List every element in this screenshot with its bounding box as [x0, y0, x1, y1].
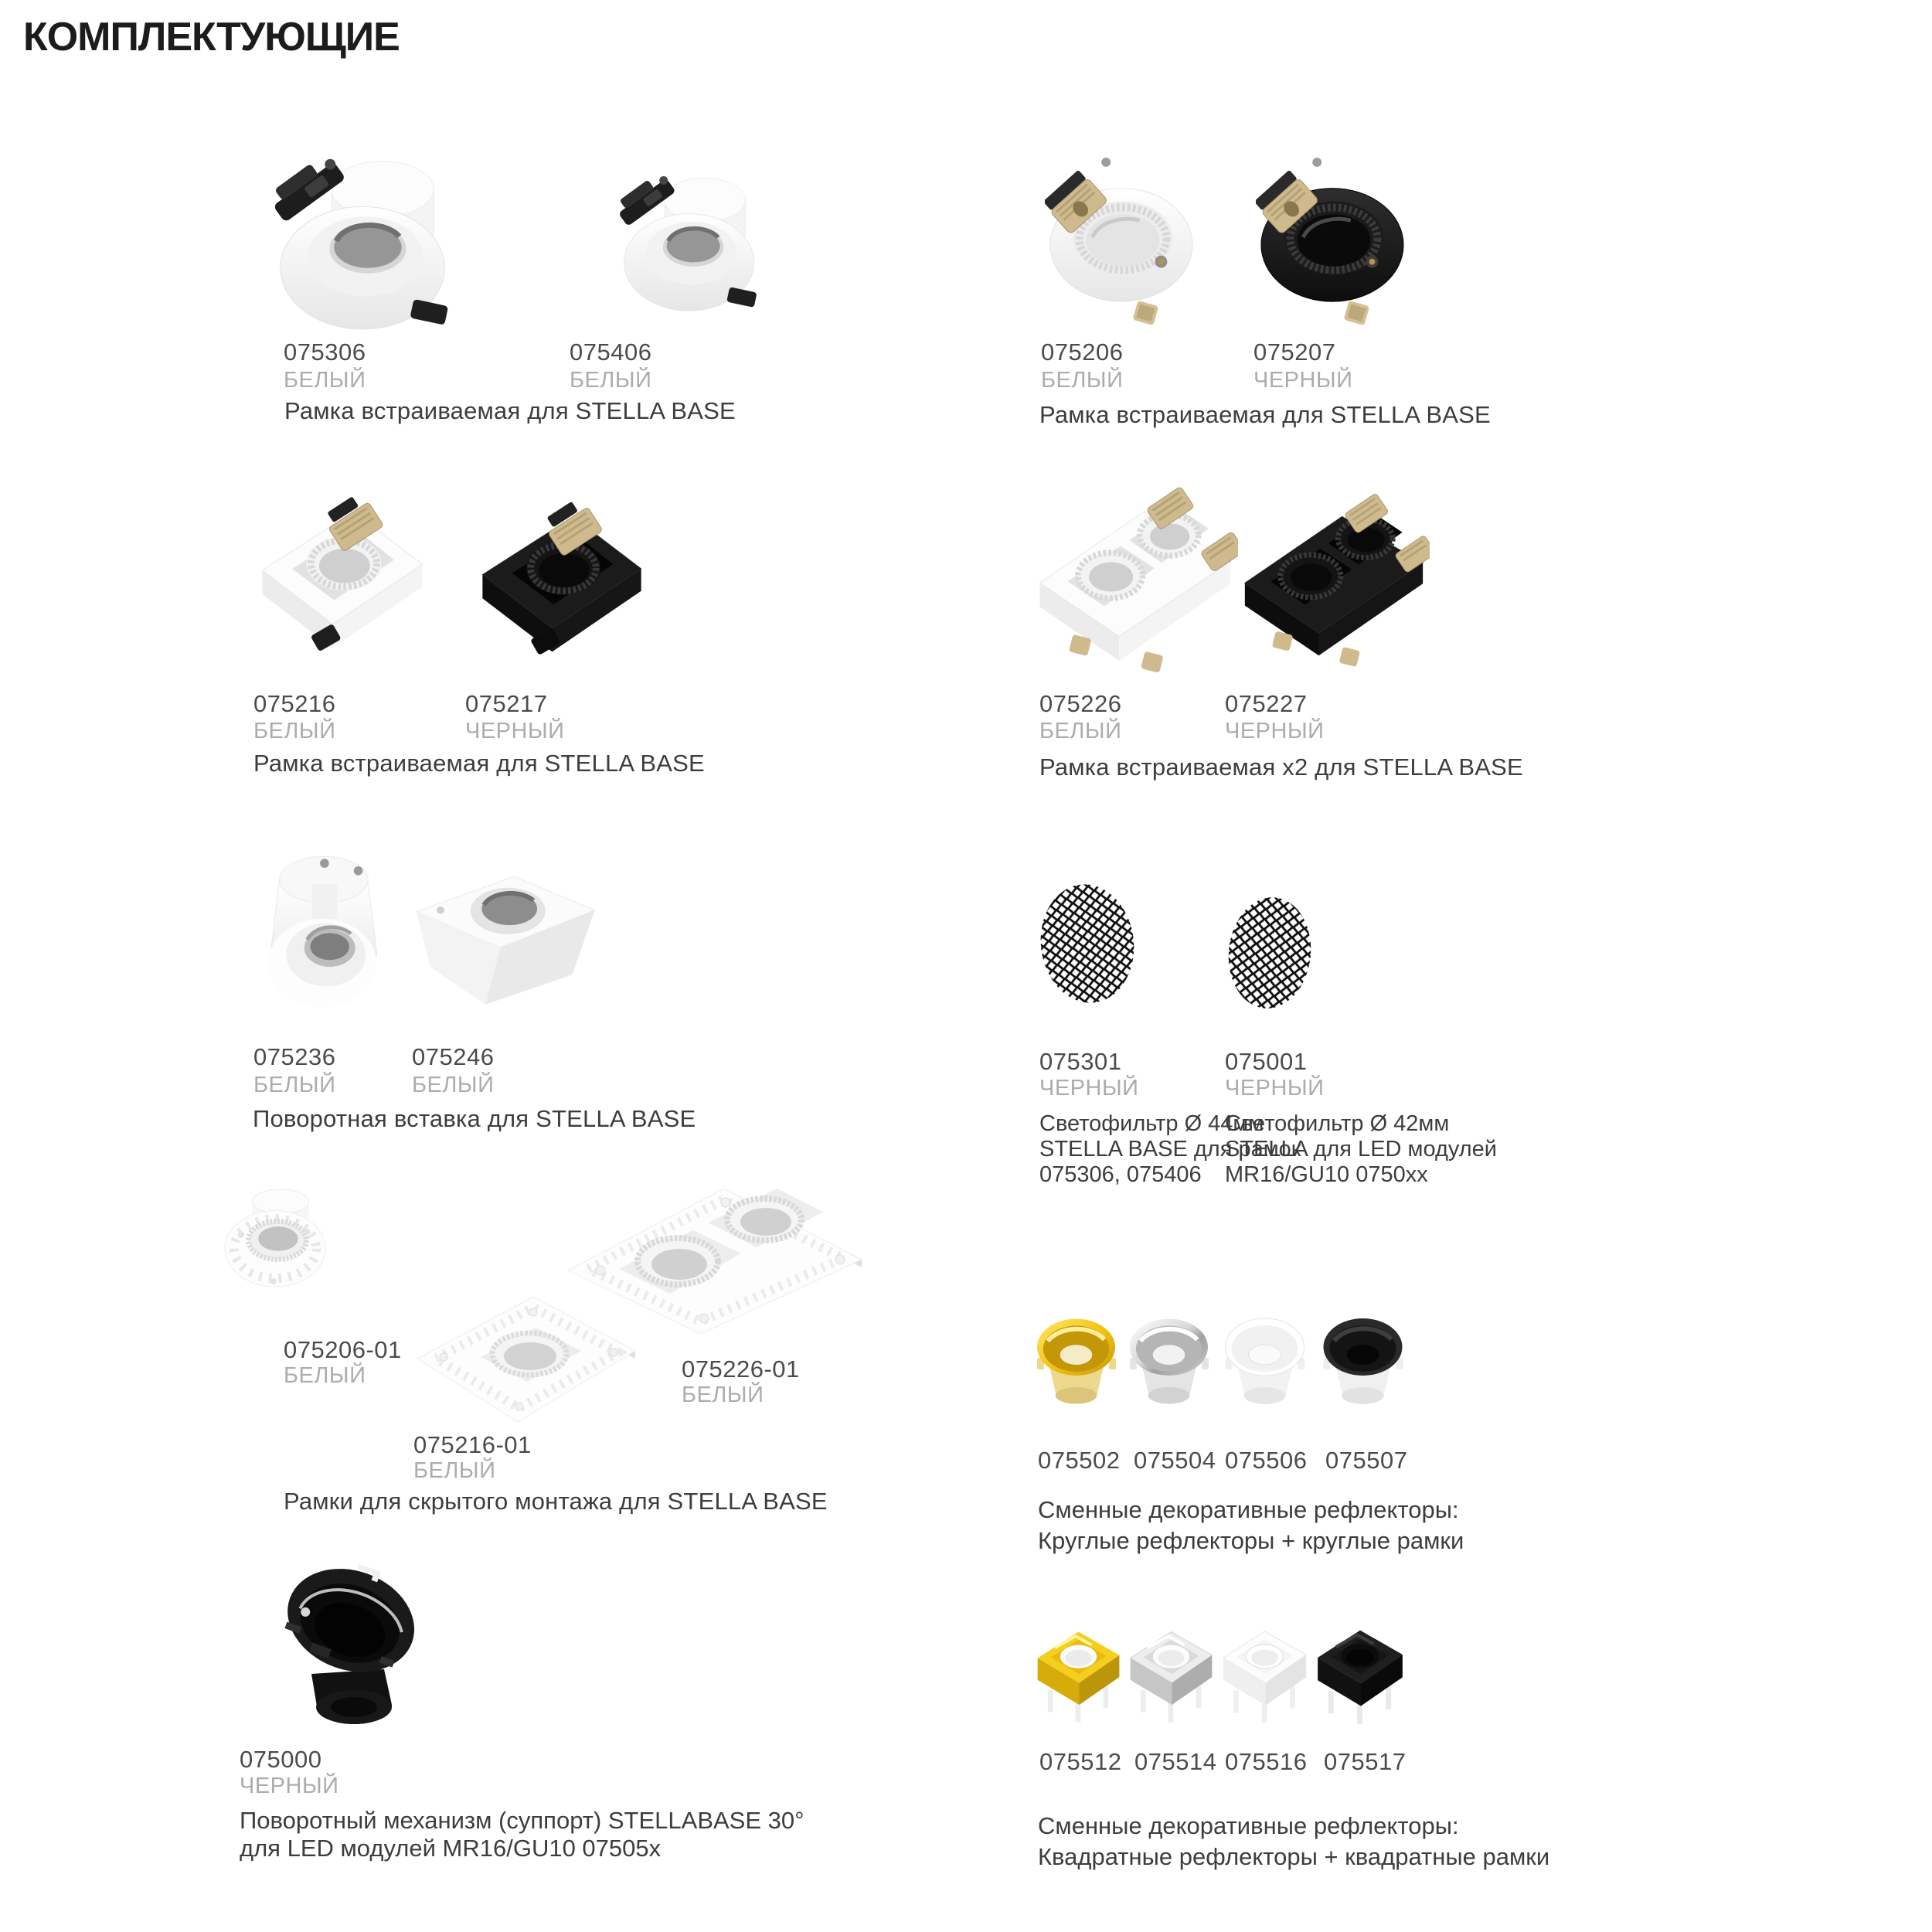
product-description-line: STELLA BASE для рамок — [1039, 1137, 1301, 1162]
product-code: 075512 — [1039, 1748, 1122, 1775]
product-description-line: STELLA для LED модулей — [1225, 1137, 1497, 1162]
product-color-label: БЕЛЫЙ — [1039, 719, 1122, 743]
product-code: 075001 — [1225, 1048, 1308, 1075]
product-image-075217 — [468, 495, 655, 676]
product-description-line: MR16/GU10 0750xx — [1225, 1162, 1428, 1187]
product-color-label: БЕЛЫЙ — [253, 719, 336, 743]
product-caption-line: для LED модулей MR16/GU10 07505x — [240, 1835, 662, 1862]
product-description-line: Светофильтр Ø 44мм — [1039, 1111, 1264, 1136]
product-caption-line: Поворотный механизм (суппорт) STELLABASE 30° — [240, 1807, 804, 1834]
product-code: 075504 — [1134, 1447, 1216, 1474]
product-color-label: ЧЕРНЫЙ — [465, 719, 565, 743]
product-code: 075226 — [1039, 690, 1122, 717]
product-image-075206-01 — [222, 1179, 328, 1294]
product-image-075502 — [1036, 1316, 1117, 1417]
product-caption-line: Круглые рефлекторы + круглые рамки — [1038, 1527, 1464, 1554]
product-image-075001 — [1226, 895, 1313, 1011]
product-caption: Рамка встраиваемая для STELLA BASE — [253, 750, 705, 777]
product-color-label: ЧЕРНЫЙ — [1039, 1076, 1139, 1100]
product-image-075000 — [274, 1552, 421, 1733]
product-image-075306 — [261, 141, 468, 338]
product-image-075236 — [253, 841, 391, 1017]
product-color-label: ЧЕРНЫЙ — [1225, 1076, 1325, 1100]
product-image-075226 — [1032, 484, 1238, 686]
product-color-label: БЕЛЫЙ — [284, 368, 366, 393]
product-description — [1225, 1111, 1497, 1188]
product-caption-line: Сменные декоративные рефлекторы: — [1038, 1496, 1459, 1523]
product-image-075514 — [1126, 1617, 1217, 1726]
product-image-075227 — [1238, 485, 1430, 685]
product-image-075504 — [1129, 1316, 1209, 1417]
product-image-075517 — [1312, 1617, 1409, 1726]
product-code: 075246 — [412, 1043, 495, 1070]
product-code: 075516 — [1225, 1748, 1308, 1775]
product-caption: Рамка встраиваемая для STELLA BASE — [1039, 401, 1491, 428]
product-code: 075227 — [1225, 690, 1308, 717]
product-code: 075206-01 — [284, 1336, 402, 1363]
product-code: 075514 — [1134, 1748, 1217, 1775]
product-color-label: БЕЛЫЙ — [413, 1458, 496, 1483]
product-code: 075506 — [1225, 1447, 1308, 1474]
product-code: 075226-01 — [682, 1355, 800, 1383]
product-caption — [1038, 1811, 1549, 1872]
product-code: 075301 — [1039, 1048, 1122, 1075]
product-code: 075000 — [240, 1746, 322, 1773]
product-code: 075207 — [1253, 338, 1336, 366]
product-caption: Рамки для скрытого монтажа для STELLA BASE — [284, 1488, 828, 1515]
product-code: 075502 — [1038, 1447, 1121, 1474]
product-image-075301 — [1038, 881, 1137, 1006]
product-code: 075216-01 — [413, 1431, 532, 1458]
product-color-label: БЕЛЫЙ — [253, 1073, 336, 1097]
product-code: 075517 — [1324, 1748, 1406, 1775]
product-color-label: ЧЕРНЫЙ — [240, 1774, 339, 1798]
product-caption: Поворотная вставка для STELLA BASE — [253, 1105, 696, 1132]
product-image-075506 — [1222, 1316, 1308, 1417]
product-code: 075216 — [253, 690, 336, 717]
product-image-075216 — [249, 485, 436, 677]
product-image-075516 — [1219, 1617, 1311, 1726]
product-caption — [240, 1807, 804, 1862]
product-description-line: 075306, 075406 — [1039, 1162, 1202, 1187]
product-image-075226-01 — [562, 1179, 867, 1340]
product-color-label: ЧЕРНЫЙ — [1253, 368, 1353, 393]
product-code: 075206 — [1041, 338, 1124, 366]
product-color-label: БЕЛЫЙ — [682, 1383, 764, 1407]
product-caption-line: Квадратные рефлекторы + квадратные рамки — [1038, 1843, 1550, 1870]
product-description-line: Светофильтр Ø 42мм — [1225, 1111, 1450, 1136]
product-caption: Рамка встраиваемая для STELLA BASE — [284, 397, 736, 424]
product-color-label: БЕЛЫЙ — [570, 368, 652, 393]
product-code: 075217 — [465, 690, 548, 717]
product-color-label: БЕЛЫЙ — [412, 1073, 495, 1097]
product-caption: Рамка встраиваемая x2 для STELLA BASE — [1039, 753, 1523, 781]
product-code: 075406 — [570, 338, 652, 366]
page-title: КОМПЛЕКТУЮЩИЕ — [23, 15, 400, 60]
product-code: 075306 — [284, 338, 366, 366]
product-code: 075507 — [1325, 1447, 1408, 1474]
product-image-075206 — [1045, 145, 1198, 329]
product-color-label: ЧЕРНЫЙ — [1225, 719, 1325, 743]
product-image-075512 — [1033, 1617, 1124, 1726]
product-caption — [1038, 1495, 1464, 1556]
product-image-075507 — [1322, 1316, 1404, 1417]
product-image-075246 — [393, 856, 613, 1025]
product-code: 075236 — [253, 1043, 336, 1070]
product-image-075406 — [609, 151, 773, 328]
product-caption-line: Сменные декоративные рефлекторы: — [1038, 1812, 1459, 1839]
product-color-label: БЕЛЫЙ — [284, 1363, 366, 1388]
product-image-075207 — [1256, 145, 1409, 329]
product-color-label: БЕЛЫЙ — [1041, 368, 1124, 393]
